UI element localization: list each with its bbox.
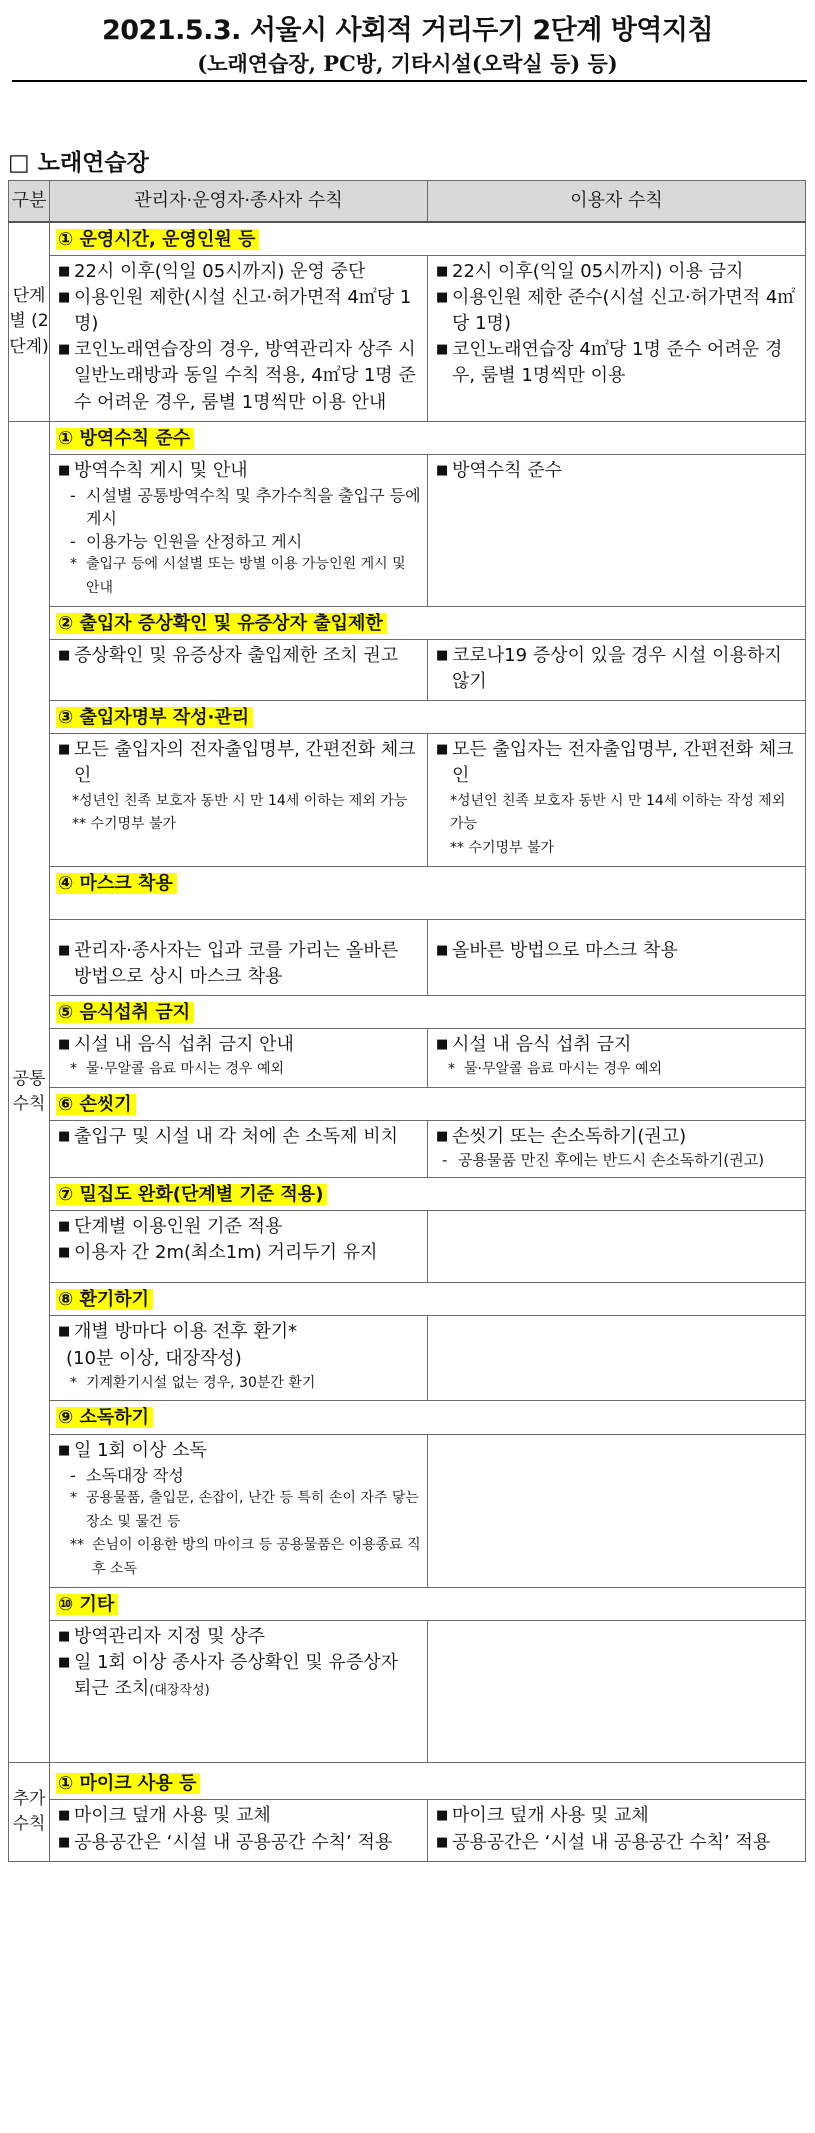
list-note: ** 수기명부 불가 — [450, 840, 555, 857]
rule3-user-cell — [428, 734, 806, 867]
stage-heading — [50, 222, 806, 256]
list-item: ■ 올바른 방법으로 마스크 착용 — [436, 938, 799, 964]
header-user-rules: 이용자 수칙 — [428, 181, 806, 223]
section-title: □ 노래연습장 — [8, 150, 149, 176]
common-heading-1 — [50, 421, 806, 454]
list-subitem: - 소독대장 작성 — [58, 1464, 421, 1487]
list-item: ■ 방역수칙 게시 및 안내 — [58, 458, 421, 484]
heading-text: ⑨ 소독하기 — [56, 1407, 153, 1428]
list-item: ■ 이용자 간 2m(최소1m) 거리두기 유지 — [58, 1240, 421, 1266]
stage-heading-text: ① 운영시간, 운영인원 등 — [56, 229, 259, 250]
common-heading-5 — [50, 996, 806, 1029]
list-item: ■ 마이크 덮개 사용 및 교체 — [436, 1803, 799, 1829]
rule10-manager-cell — [50, 1621, 428, 1763]
list-item: ■ 일 1회 이상 소독 — [58, 1438, 421, 1464]
heading-text: ② 출입자 증상확인 및 유증상자 출입제한 — [56, 613, 387, 634]
list-item: ■ 단계별 이용인원 기준 적용 — [58, 1214, 421, 1240]
page-subtitle: (노래연습장, PC방, 기타시설(오락실 등) 등) — [197, 51, 618, 76]
guideline-table — [8, 180, 806, 1862]
list-item: ■ 모든 출입자의 전자출입명부, 간편전화 체크인 — [58, 737, 421, 789]
list-item — [58, 1650, 421, 1702]
list-item: ■ 코인노래연습장의 경우, 방역관리자 상주 시 일반노래방과 동일 수칙 적용, 4㎡당 1명 준수 어려운 경우, 룸별 1명씩만 이용 안내 — [58, 337, 421, 415]
common-heading-10 — [50, 1587, 806, 1620]
list-item: ■ 개별 방마다 이용 전후 환기* — [58, 1319, 421, 1345]
rule2-user-cell — [428, 640, 806, 701]
rule6-manager-cell — [50, 1121, 428, 1178]
common-heading-3 — [50, 701, 806, 734]
rule5-manager-cell — [50, 1029, 428, 1088]
extra-user-cell — [428, 1800, 806, 1861]
category-stage: 단계별 (2단계) — [9, 222, 50, 421]
list-subitem: - 이용가능 인원을 산정하고 게시 — [58, 530, 421, 553]
list-note: * 공용물품, 출입문, 손잡이, 난간 등 특히 손이 자주 닿는 장소 및 물건 등 — [58, 1487, 421, 1535]
subtitle-underline — [12, 80, 807, 82]
list-item: ■ 코인노래연습장 4㎡당 1명 준수 어려운 경우, 룸별 1명씩만 이용 — [436, 337, 799, 389]
extra-heading — [50, 1763, 806, 1800]
rule7-manager-cell — [50, 1211, 428, 1283]
stage-user-cell — [428, 256, 806, 422]
list-item: ■ 증상확인 및 유증상자 출입제한 조치 권고 — [58, 643, 421, 669]
list-item: ■ 시설 내 음식 섭취 금지 안내 — [58, 1032, 421, 1058]
list-note: * 물·무알콜 음료 마시는 경우 예외 — [58, 1058, 421, 1082]
heading-text: ⑦ 밀집도 완화(단계별 기준 적용) — [56, 1184, 327, 1205]
heading-text: ① 마이크 사용 등 — [56, 1773, 200, 1794]
list-subitem: - 시설별 공통방역수칙 및 추가수칙을 출입구 등에 게시 — [58, 484, 421, 530]
rule8-user-cell — [428, 1316, 806, 1401]
list-item: ■ 출입구 및 시설 내 각 처에 손 소독제 비치 — [58, 1124, 421, 1150]
common-heading-9 — [50, 1401, 806, 1434]
rule1-manager-cell — [50, 454, 428, 606]
list-item: ■ 관리자·종사자는 입과 코를 가리는 올바른 방법으로 상시 마스크 착용 — [58, 938, 421, 990]
rule3-manager-cell — [50, 734, 428, 867]
stage-manager-cell — [50, 256, 428, 422]
list-item: ■ 이용인원 제한(시설 신고·허가면적 4㎡당 1명) — [58, 285, 421, 337]
heading-text: ① 방역수칙 준수 — [56, 428, 194, 449]
list-item: ■ 이용인원 제한 준수(시설 신고·허가면적 4㎡당 1명) — [436, 285, 799, 337]
common-heading-4 — [50, 866, 806, 919]
list-item: ■ 22시 이후(익일 05시까지) 운영 중단 — [58, 259, 421, 285]
heading-text: ⑥ 손씻기 — [56, 1094, 136, 1115]
category-extra: 추가 수칙 — [9, 1763, 50, 1861]
list-item: ■ 방역수칙 준수 — [436, 458, 799, 484]
common-heading-7 — [50, 1178, 806, 1211]
list-note: ** 손님이 이용한 방의 마이크 등 공용물품은 이용종료 직후 소독 — [58, 1534, 421, 1582]
heading-text: ④ 마스크 착용 — [56, 873, 177, 894]
heading-text: ⑤ 음식섭취 금지 — [56, 1002, 194, 1023]
list-item: ■ 22시 이후(익일 05시까지) 이용 금지 — [436, 259, 799, 285]
table-header-row — [9, 181, 806, 223]
list-note: *성년인 친족 보호자 동반 시 만 14세 이하는 제외 가능 — [72, 792, 408, 809]
rule7-user-cell — [428, 1211, 806, 1283]
rule6-user-cell — [428, 1121, 806, 1178]
list-item-small-text: (대장작성) — [149, 1683, 210, 1699]
common-heading-8 — [50, 1283, 806, 1316]
heading-text: ⑧ 환기하기 — [56, 1289, 153, 1310]
list-item: ■ 마이크 덮개 사용 및 교체 — [58, 1803, 421, 1829]
rule9-manager-cell — [50, 1434, 428, 1587]
list-note: * 출입구 등에 시설별 또는 방별 이용 가능인원 게시 및 안내 — [58, 553, 421, 601]
list-item: ■ 시설 내 음식 섭취 금지 — [436, 1032, 799, 1058]
list-note: * 물·무알콜 음료 마시는 경우 예외 — [436, 1058, 799, 1082]
rule5-user-cell — [428, 1029, 806, 1088]
rule10-user-cell — [428, 1621, 806, 1763]
header-category: 구분 — [9, 181, 50, 223]
list-item-continuation: (10분 이상, 대장작성) — [66, 1347, 242, 1369]
list-item: ■ 코로나19 증상이 있을 경우 시설 이용하지 않기 — [436, 643, 799, 695]
list-note: ** 수기명부 불가 — [72, 816, 177, 833]
common-heading-2 — [50, 607, 806, 640]
list-note: * 기계환기시설 없는 경우, 30분간 환기 — [58, 1372, 421, 1396]
list-item-text: 일 1회 이상 종사자 증상확인 및 유증상자 퇴근 조치 — [74, 1652, 398, 1700]
list-item: ■ 공용공간은 ‘시설 내 공용공간 수칙’ 적용 — [436, 1830, 799, 1856]
heading-text: ⑩ 기타 — [56, 1594, 118, 1615]
rule8-manager-cell — [50, 1316, 428, 1401]
page-title: 2021.5.3. 서울시 사회적 거리두기 2단계 방역지침 — [101, 15, 714, 46]
header-manager-rules: 관리자·운영자·종사자 수칙 — [50, 181, 428, 223]
list-item: ■ 모든 출입자는 전자출입명부, 간편전화 체크인 — [436, 737, 799, 789]
rule4-user-cell — [428, 919, 806, 995]
rule1-user-cell — [428, 454, 806, 606]
list-item: ■ 공용공간은 ‘시설 내 공용공간 수칙’ 적용 — [58, 1830, 421, 1856]
rule4-manager-cell — [50, 919, 428, 995]
extra-manager-cell — [50, 1800, 428, 1861]
rule2-manager-cell — [50, 640, 428, 701]
common-heading-6 — [50, 1088, 806, 1121]
list-item: ■ 방역관리자 지정 및 상주 — [58, 1624, 421, 1650]
rule9-user-cell — [428, 1434, 806, 1587]
list-note: *성년인 친족 보호자 동반 시 만 14세 이하는 작성 제외 가능 — [450, 792, 786, 833]
list-subitem: - 공용물품 만진 후에는 반드시 손소독하기(권고) — [436, 1150, 799, 1172]
category-common: 공통 수칙 — [9, 421, 50, 1763]
heading-text: ③ 출입자명부 작성·관리 — [56, 707, 253, 728]
list-item: ■ 손씻기 또는 손소독하기(권고) — [436, 1124, 799, 1150]
